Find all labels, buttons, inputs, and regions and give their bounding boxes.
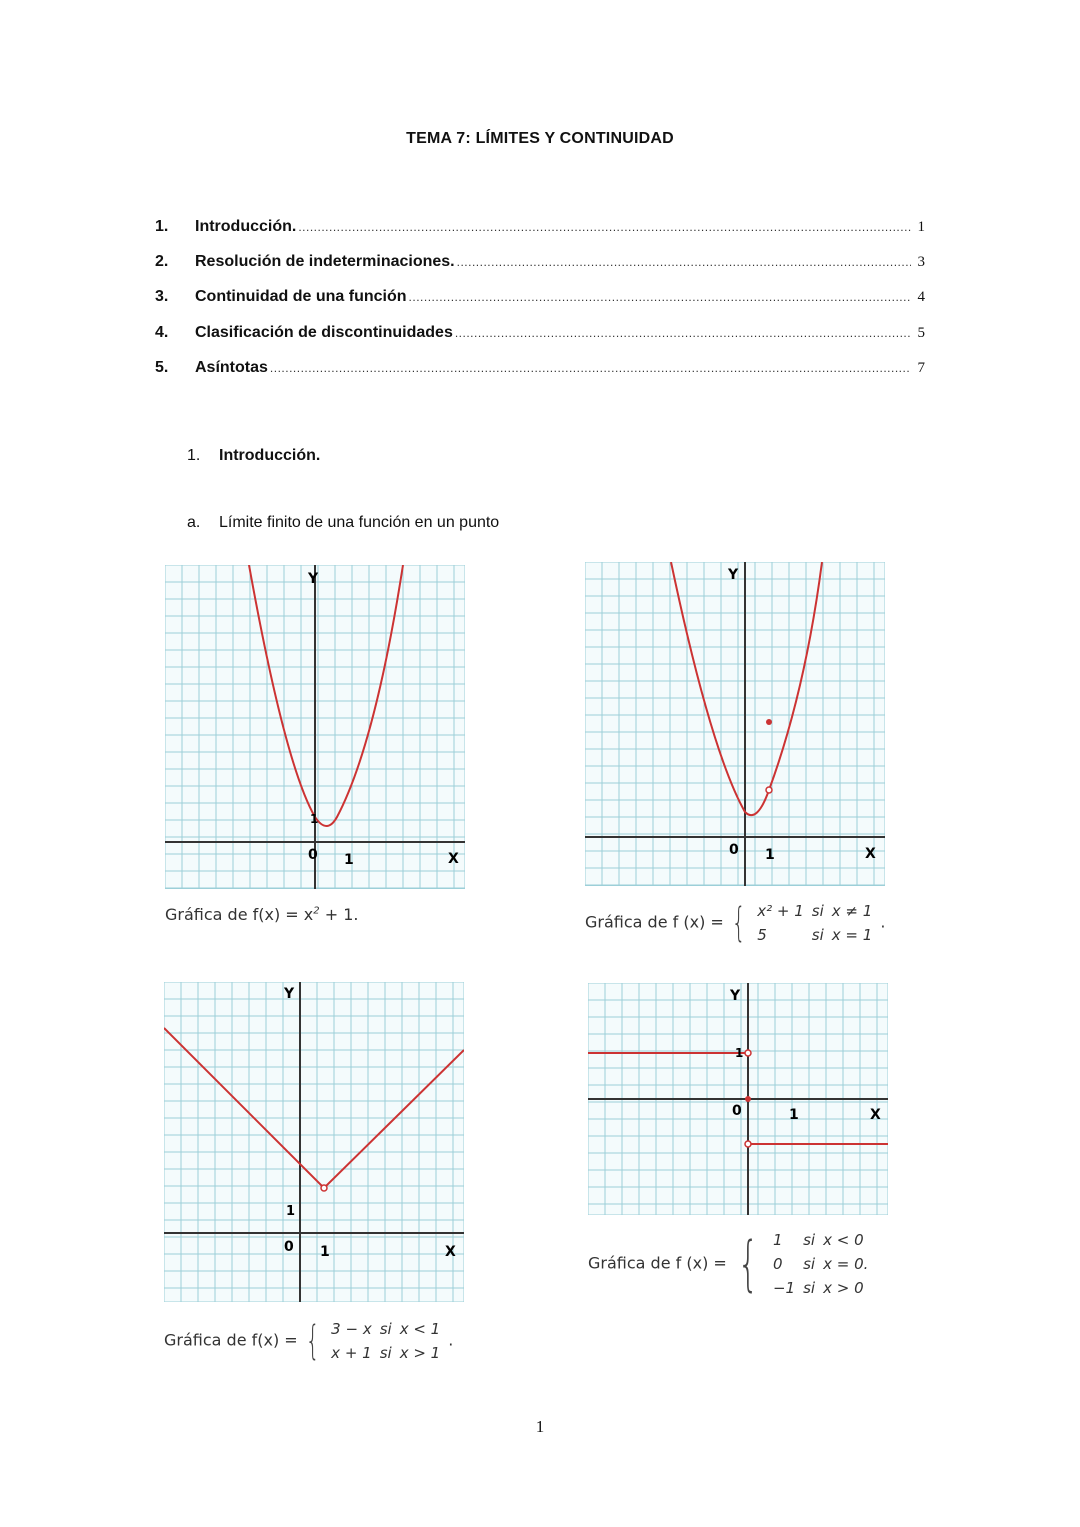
piecewise-cases [771, 1227, 876, 1301]
graph-v-shape [164, 982, 464, 1302]
case-row [331, 1318, 446, 1340]
case-row [757, 900, 878, 922]
open-point [766, 787, 772, 793]
graph-caption [585, 898, 885, 948]
case-expr: 5 [757, 926, 767, 944]
toc-item[interactable] [155, 253, 925, 275]
toc-item-page: 5 [917, 325, 925, 341]
graph-caption [165, 905, 358, 924]
x-tick-label: 1 [789, 1107, 799, 1123]
toc-item-page: 4 [917, 289, 925, 305]
case-expr: 0 [772, 1255, 783, 1273]
toc-item[interactable] [155, 288, 925, 310]
y-tick-label: 1 [286, 1204, 296, 1219]
graph-caption [588, 1227, 876, 1301]
section-label: Introducción. [219, 447, 321, 464]
case-expr: 3 − x [331, 1320, 372, 1338]
case-row [773, 1253, 874, 1275]
caption-end: . [880, 912, 886, 932]
caption-text: Gráfica de f (x) = [588, 1253, 727, 1273]
toc-item-page: 7 [917, 360, 925, 376]
case-si: si [803, 1279, 816, 1297]
subsection-label: Límite finito de una función en un punto [219, 514, 500, 531]
case-expr: 1 [772, 1231, 783, 1249]
section-heading [187, 447, 320, 465]
subsection-heading [187, 514, 499, 532]
case-row [331, 1342, 446, 1364]
case-cond: x = 1 [831, 926, 873, 944]
filled-point [745, 1096, 751, 1102]
toc-item-label: Introducción. [195, 218, 297, 235]
case-cond: x = 0. [823, 1255, 869, 1273]
graph-step-function [588, 983, 888, 1215]
case-row [773, 1277, 874, 1299]
graph-parabola-removable [585, 562, 885, 886]
y-axis-label: Y [308, 571, 319, 587]
case-row [757, 924, 878, 946]
x-axis-label: X [445, 1244, 456, 1260]
case-cond: x < 1 [399, 1320, 441, 1338]
page-number: 1 [535, 1417, 545, 1436]
caption-text: Gráfica de f (x) = [585, 912, 724, 932]
grid [164, 982, 464, 1302]
case-cond: x ≠ 1 [831, 902, 873, 920]
y-axis-label: Y [728, 567, 739, 583]
case-si: si [811, 926, 824, 944]
y-axis-label: Y [730, 988, 741, 1004]
toc-leader-dots [270, 359, 911, 377]
caption-end: . [448, 1330, 454, 1350]
graph-parabola [165, 565, 465, 889]
y-tick-label: 1 [735, 1046, 744, 1060]
filled-point [766, 719, 772, 725]
section-number: 1. [187, 447, 201, 464]
toc-item[interactable] [155, 359, 925, 381]
case-expr: x + 1 [331, 1344, 372, 1362]
toc-item[interactable] [155, 218, 925, 240]
case-expr: −1 [772, 1279, 796, 1297]
x-axis-label: X [448, 851, 459, 867]
case-cond: x < 0 [823, 1231, 864, 1249]
toc-item-number: 5. [155, 359, 169, 376]
toc-leader-dots [455, 324, 911, 342]
case-cond: x > 1 [399, 1344, 441, 1362]
open-point [321, 1185, 327, 1191]
toc-item-label: Continuidad de una función [195, 288, 407, 305]
open-point [745, 1141, 751, 1147]
toc-item-label: Resolución de indeterminaciones. [195, 253, 455, 270]
caption-text: Gráfica de f(x) = x [165, 905, 314, 924]
toc-item-label: Asíntotas [195, 359, 268, 376]
subsection-letter: a. [187, 514, 201, 531]
toc-item-number: 1. [155, 218, 169, 235]
x-tick-label: 1 [344, 852, 354, 868]
toc-item-number: 4. [155, 324, 169, 341]
origin-label: 0 [308, 847, 318, 863]
toc-leader-dots [298, 218, 911, 236]
graph-caption [164, 1316, 453, 1366]
case-row [773, 1229, 874, 1251]
x-tick-label: 1 [765, 847, 775, 863]
case-expr: x² + 1 [757, 902, 804, 920]
case-si: si [379, 1344, 392, 1362]
y-axis-label: Y [284, 986, 295, 1002]
toc-item-label: Clasificación de discontinuidades [195, 324, 453, 341]
origin-label: 0 [284, 1239, 294, 1255]
toc-item-page: 1 [917, 219, 925, 235]
left-brace-icon: { [737, 1229, 759, 1299]
open-point [745, 1050, 751, 1056]
case-si: si [803, 1231, 816, 1249]
y-tick-label: 1 [310, 812, 319, 826]
caption-text: Gráfica de f(x) = [164, 1330, 298, 1350]
case-si: si [811, 902, 824, 920]
toc-item-number: 3. [155, 288, 169, 305]
origin-label: 0 [729, 842, 739, 858]
toc-item-number: 2. [155, 253, 169, 270]
toc-leader-dots [409, 288, 911, 306]
caption-suffix: + 1. [319, 905, 359, 924]
toc-leader-dots [457, 253, 911, 271]
case-si: si [379, 1320, 392, 1338]
page-title: TEMA 7: LÍMITES Y CONTINUIDAD [406, 130, 674, 147]
left-brace-icon: { [731, 900, 746, 946]
caption-exponent: 2 [313, 905, 320, 917]
case-cond: x > 0 [823, 1279, 864, 1297]
left-brace-icon: { [305, 1318, 320, 1364]
case-si: si [803, 1255, 816, 1273]
x-axis-label: X [865, 846, 876, 862]
x-axis-label: X [870, 1107, 881, 1123]
piecewise-cases [755, 898, 880, 948]
x-tick-label: 1 [320, 1244, 330, 1260]
origin-label: 0 [732, 1103, 742, 1119]
piecewise-cases [329, 1316, 448, 1366]
toc-item-page: 3 [917, 254, 925, 270]
toc-item[interactable] [155, 324, 925, 346]
